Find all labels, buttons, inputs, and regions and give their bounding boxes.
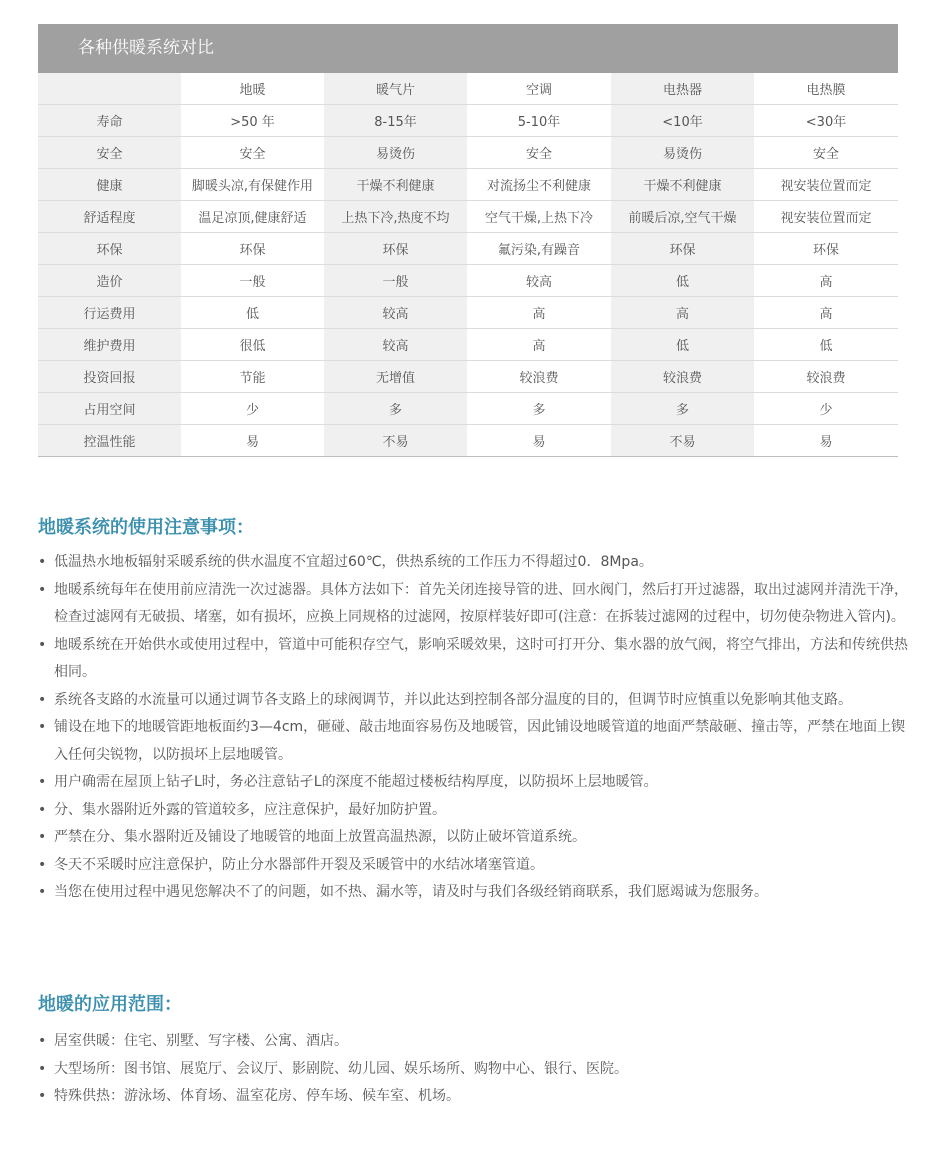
table-cell: 低 xyxy=(754,329,898,361)
table-cell: 较高 xyxy=(467,265,611,297)
usage-note-item xyxy=(38,879,908,907)
table-cell: 易烫伤 xyxy=(611,137,754,169)
usage-note-item xyxy=(38,549,908,577)
table-row xyxy=(38,425,898,457)
table-cell: 易 xyxy=(467,425,611,457)
row-label-cell: 维护费用 xyxy=(38,329,181,361)
usage-note-item-text: 当您在使用过程中遇见您解决不了的问题，如不热、漏水等，请及时与我们各级经销商联系，我们愿竭诚为您服务。 xyxy=(54,884,768,900)
bullet-icon: • xyxy=(38,774,47,790)
table-cell: 安全 xyxy=(467,137,611,169)
table-cell: 不易 xyxy=(324,425,467,457)
usage-notes-section xyxy=(38,515,908,907)
usage-note-item xyxy=(38,769,908,797)
table-cell: 空气干燥,上热下冷 xyxy=(467,201,611,233)
application-scope-item xyxy=(38,1028,908,1056)
usage-note-item xyxy=(38,714,908,769)
table-cell: 易 xyxy=(181,425,324,457)
table-cell: 少 xyxy=(754,393,898,425)
table-cell: 多 xyxy=(467,393,611,425)
bullet-icon: • xyxy=(38,554,47,570)
table-cell: 低 xyxy=(611,329,754,361)
table-cell: 低 xyxy=(611,265,754,297)
usage-note-item-text: 冬天不采暖时应注意保护，防止分水器部件开裂及采暖管中的水结冰堵塞管道。 xyxy=(54,856,544,873)
row-label-cell: 造价 xyxy=(38,265,181,297)
usage-note-item-text: 系统各支路的水流量可以通过调节各支路上的球阀调节，并以此达到控制各部分温度的目的，但调节时应慎重以免影响其他支路。 xyxy=(54,691,852,708)
table-row xyxy=(38,233,898,265)
table-cell: 高 xyxy=(611,297,754,329)
table-cell: 视安装位置而定 xyxy=(754,169,898,201)
table-cell: 很低 xyxy=(181,329,324,361)
table-cell: 节能 xyxy=(181,361,324,393)
usage-note-item xyxy=(38,687,908,715)
bullet-icon: • xyxy=(38,636,47,653)
table-title: 各种供暖系统对比 xyxy=(38,24,898,73)
table-cell: 温足凉顶,健康舒适 xyxy=(181,201,324,233)
table-cell: 安全 xyxy=(181,137,324,169)
table-header-cell: 电热膜 xyxy=(754,73,898,105)
row-label-cell: 健康 xyxy=(38,169,181,201)
usage-note-item-text: 地暖系统每年在使用前应清洗一次过滤器。具体方法如下：首先关闭连接导管的进、回水阀门，然后打开过滤器，取出过滤网并清洗干净，检查过滤网有无破损、堵塞，如有损坏，应换上同规格的过滤网，按原样装好即可(注意：在拆装过滤网的过程中，切勿使杂物进入管内)。 xyxy=(54,581,908,625)
table-cell: 高 xyxy=(754,265,898,297)
application-scope-title: 地暖的应用范围： xyxy=(38,994,182,1015)
table-cell: 高 xyxy=(467,297,611,329)
table-header-cell: 电热器 xyxy=(611,73,754,105)
usage-notes-list xyxy=(38,549,908,907)
bullet-icon: • xyxy=(38,1033,47,1049)
table-cell: 一般 xyxy=(324,265,467,297)
usage-note-item-text: 低温热水地板辐射采暖系统的供水温度不宜超过60℃，供热系统的工作压力不得超过0．8Mpa。 xyxy=(54,554,653,570)
table-cell: 安全 xyxy=(754,137,898,169)
table-cell: 一般 xyxy=(181,265,324,297)
table-row xyxy=(38,105,898,137)
table-cell: 较高 xyxy=(324,329,467,361)
usage-note-item-text: 地暖系统在开始供水或使用过程中，管道中可能积存空气，影响采暖效果，这时可打开分、集水器的放气阀，将空气排出，方法和传统供热相同。 xyxy=(54,636,908,680)
bullet-icon: • xyxy=(38,581,47,598)
table-row xyxy=(38,393,898,425)
table-cell: <10年 xyxy=(611,105,754,137)
bullet-icon: • xyxy=(38,829,47,845)
table-cell: 前暖后凉,空气干燥 xyxy=(611,201,754,233)
table-cell: 上热下冷,热度不均 xyxy=(324,201,467,233)
application-scope-item-text: 大型场所：图书馆、展览厅、会议厅、影剧院、幼儿园、娱乐场所、购物中心、银行、医院。 xyxy=(54,1060,628,1077)
table-cell: 多 xyxy=(324,393,467,425)
bullet-icon: • xyxy=(38,884,47,900)
row-label-cell: 占用空间 xyxy=(38,393,181,425)
comparison-table-block xyxy=(38,24,898,457)
table-cell: 脚暖头凉,有保健作用 xyxy=(181,169,324,201)
table-header-cell: 地暖 xyxy=(181,73,324,105)
application-scope-item xyxy=(38,1083,908,1111)
table-cell: 环保 xyxy=(324,233,467,265)
table-cell: 低 xyxy=(181,297,324,329)
table-cell: 较高 xyxy=(324,297,467,329)
usage-note-item-text: 用户确需在屋顶上钻孑L时，务必注意钻孑L的深度不能超过楼板结构厚度，以防损坏上层地暖管。 xyxy=(54,774,658,790)
table-cell: <30年 xyxy=(754,105,898,137)
table-cell: 环保 xyxy=(181,233,324,265)
table-cell: 较浪费 xyxy=(611,361,754,393)
table-cell: 对流扬尘不利健康 xyxy=(467,169,611,201)
table-cell: 较浪费 xyxy=(467,361,611,393)
usage-note-item xyxy=(38,797,908,825)
table-cell: 视安装位置而定 xyxy=(754,201,898,233)
table-cell: 少 xyxy=(181,393,324,425)
usage-note-item-text: 严禁在分、集水器附近及铺设了地暖管的地面上放置高温热源，以防止破坏管道系统。 xyxy=(54,829,586,845)
application-scope-item-text: 特殊供热：游泳场、体育场、温室花房、停车场、候车室、机场。 xyxy=(54,1088,460,1104)
bullet-icon: • xyxy=(38,1088,47,1104)
bullet-icon: • xyxy=(38,1060,47,1077)
table-cell: 5-10年 xyxy=(467,105,611,137)
table-body xyxy=(38,73,898,457)
table-header-cell xyxy=(38,73,181,105)
row-label-cell: 舒适程度 xyxy=(38,201,181,233)
bullet-icon: • xyxy=(38,691,47,708)
usage-note-item xyxy=(38,577,908,632)
table-row xyxy=(38,329,898,361)
table-cell: 干燥不利健康 xyxy=(324,169,467,201)
table-cell: 高 xyxy=(754,297,898,329)
table-row xyxy=(38,361,898,393)
application-scope-item xyxy=(38,1056,908,1084)
application-scope-section xyxy=(38,992,908,1111)
table-cell: 不易 xyxy=(611,425,754,457)
table-cell: 环保 xyxy=(754,233,898,265)
row-label-cell: 投资回报 xyxy=(38,361,181,393)
bullet-icon: • xyxy=(38,719,47,735)
table-header-cell: 暖气片 xyxy=(324,73,467,105)
table-cell: 氟污染,有躁音 xyxy=(467,233,611,265)
table-cell: 较浪费 xyxy=(754,361,898,393)
bullet-icon: • xyxy=(38,801,47,818)
bullet-icon: • xyxy=(38,856,47,873)
application-scope-list xyxy=(38,1028,908,1111)
table-cell: 易烫伤 xyxy=(324,137,467,169)
usage-notes-title: 地暖系统的使用注意事项： xyxy=(38,517,254,538)
table-header-row xyxy=(38,73,898,105)
usage-note-item-text: 铺设在地下的地暖管距地板面约3—4cm，砸碰、敲击地面容易伤及地暖管，因此铺设地暖管道的地面严禁敲砸、撞击等，严禁在地面上锲入任何尖锐物，以防损坏上层地暖管。 xyxy=(54,719,906,763)
table-cell: >50 年 xyxy=(181,105,324,137)
table-row xyxy=(38,297,898,329)
heating-comparison-table xyxy=(38,73,898,457)
table-cell: 无增值 xyxy=(324,361,467,393)
table-cell: 易 xyxy=(754,425,898,457)
table-row xyxy=(38,169,898,201)
table-row xyxy=(38,201,898,233)
table-header-cell: 空调 xyxy=(467,73,611,105)
table-cell: 高 xyxy=(467,329,611,361)
table-cell: 8-15年 xyxy=(324,105,467,137)
table-cell: 多 xyxy=(611,393,754,425)
row-label-cell: 环保 xyxy=(38,233,181,265)
table-cell: 环保 xyxy=(611,233,754,265)
usage-note-item xyxy=(38,632,908,687)
usage-note-item xyxy=(38,852,908,880)
row-label-cell: 寿命 xyxy=(38,105,181,137)
usage-note-item xyxy=(38,824,908,852)
row-label-cell: 安全 xyxy=(38,137,181,169)
table-row xyxy=(38,137,898,169)
usage-note-item-text: 分、集水器附近外露的管道较多，应注意保护，最好加防护置。 xyxy=(54,801,446,818)
table-cell: 干燥不利健康 xyxy=(611,169,754,201)
application-scope-item-text: 居室供暖：住宅、别墅、写字楼、公寓、酒店。 xyxy=(54,1033,348,1049)
row-label-cell: 行运费用 xyxy=(38,297,181,329)
table-row xyxy=(38,265,898,297)
row-label-cell: 控温性能 xyxy=(38,425,181,457)
